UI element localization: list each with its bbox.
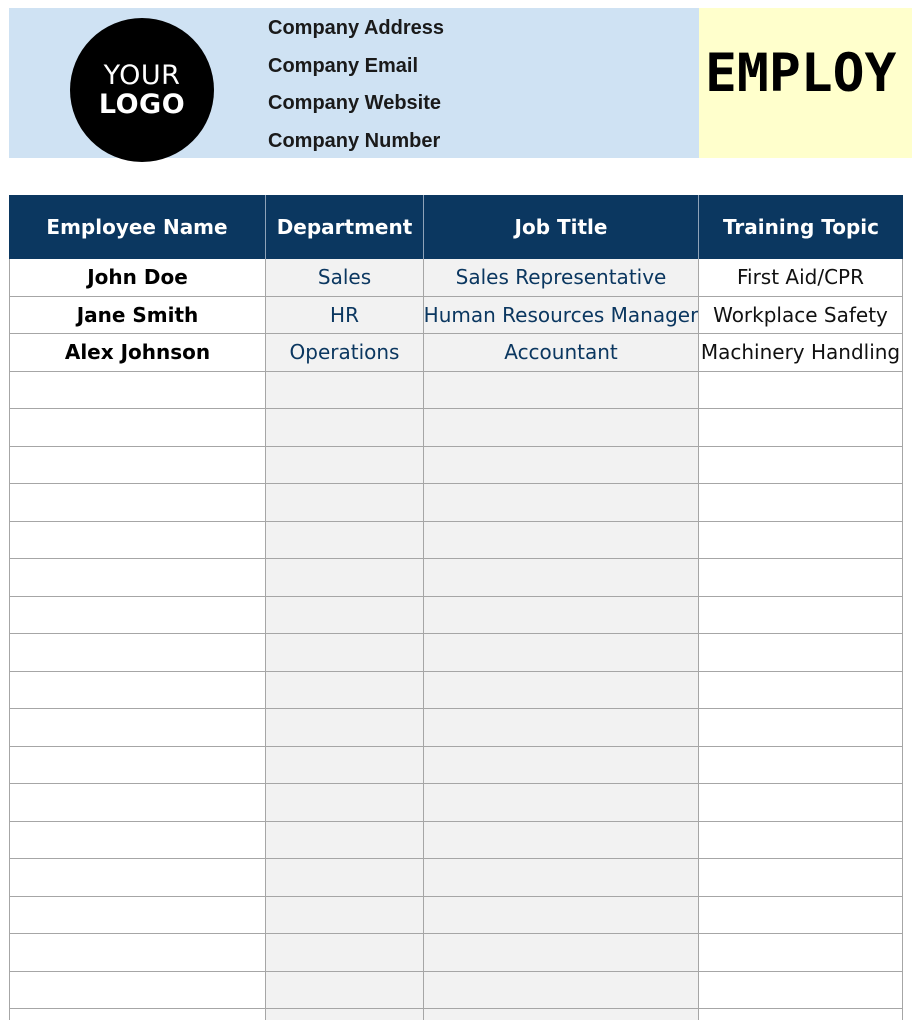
cell-department[interactable] [266,709,424,747]
cell-text-employee-name: John Doe [87,265,188,290]
company-logo [70,18,214,162]
table-row [9,859,903,897]
cell-employee-name[interactable] [9,934,266,972]
cell-text-job-title: Sales Representative [455,265,667,290]
cell-department[interactable] [266,447,424,485]
cell-training-topic[interactable] [699,897,903,935]
cell-training-topic[interactable] [699,297,903,335]
cell-job-title[interactable] [424,1009,699,1020]
cell-job-title[interactable] [424,522,699,560]
cell-employee-name[interactable] [9,747,266,785]
cell-employee-name[interactable] [9,784,266,822]
company-website[interactable]: Company Website [268,92,441,114]
company-details [268,14,688,164]
cell-department[interactable] [266,972,424,1010]
cell-department[interactable] [266,409,424,447]
cell-training-topic[interactable] [699,747,903,785]
cell-department[interactable] [266,522,424,560]
cell-training-topic[interactable] [699,409,903,447]
company-address[interactable]: Company Address [268,17,444,39]
cell-employee-name[interactable] [9,409,266,447]
company-number[interactable]: Company Number [268,129,441,152]
company-email[interactable]: Company Email [268,54,419,77]
table-row [9,897,903,935]
table-row [9,634,903,672]
cell-training-topic[interactable] [699,372,903,410]
cell-job-title[interactable] [424,859,699,897]
cell-job-title[interactable] [424,822,699,860]
cell-department[interactable] [266,597,424,635]
table-row [9,297,903,335]
cell-department[interactable] [266,334,424,372]
table-row [9,822,903,860]
cell-department[interactable] [266,859,424,897]
cell-department[interactable] [266,634,424,672]
cell-training-topic[interactable] [699,859,903,897]
document-title[interactable]: EMPLOY [705,43,897,104]
cell-text-department: Operations [289,340,400,365]
cell-text-department: Sales [317,265,372,290]
table-row [9,522,903,560]
cell-employee-name[interactable] [9,559,266,597]
table-row [9,972,903,1010]
cell-training-topic[interactable] [699,934,903,972]
table-row [9,934,903,972]
cell-training-topic[interactable] [699,672,903,710]
table-row [9,259,903,297]
cell-employee-name[interactable] [9,597,266,635]
table-row [9,672,903,710]
cell-training-topic[interactable] [699,559,903,597]
column-header-employee-name[interactable]: Employee Name [9,195,266,259]
cell-text-department: HR [330,302,359,327]
cell-department[interactable] [266,559,424,597]
cell-employee-name[interactable] [9,709,266,747]
cell-employee-name[interactable] [9,672,266,710]
cell-job-title[interactable] [424,597,699,635]
cell-training-topic[interactable] [699,447,903,485]
cell-text-employee-name: Jane Smith [76,302,199,327]
cell-job-title[interactable] [424,709,699,747]
cell-employee-name[interactable] [9,1009,266,1020]
cell-department[interactable] [266,484,424,522]
cell-text-job-title: Accountant [504,340,618,365]
cell-job-title[interactable] [424,259,699,297]
table-header-row [9,195,903,259]
cell-training-topic[interactable] [699,784,903,822]
cell-employee-name[interactable] [9,859,266,897]
cell-training-topic[interactable] [699,1009,903,1020]
cell-training-topic[interactable] [699,972,903,1010]
table-body [9,259,903,1020]
cell-job-title[interactable] [424,334,699,372]
cell-employee-name[interactable] [9,447,266,485]
cell-job-title[interactable] [424,484,699,522]
column-header-job-title[interactable]: Job Title [424,195,699,259]
cell-employee-name[interactable] [9,484,266,522]
cell-job-title[interactable] [424,934,699,972]
cell-employee-name[interactable] [9,822,266,860]
cell-job-title[interactable] [424,747,699,785]
cell-department[interactable] [266,934,424,972]
table-row [9,334,903,372]
logo-text-line1: YOUR [103,60,181,91]
table-row [9,559,903,597]
table-row [9,784,903,822]
cell-training-topic[interactable] [699,522,903,560]
cell-job-title[interactable] [424,447,699,485]
column-header-training-topic[interactable]: Training Topic [722,215,880,239]
cell-job-title[interactable] [424,634,699,672]
cell-department[interactable] [266,822,424,860]
cell-department[interactable] [266,259,424,297]
cell-job-title[interactable] [424,409,699,447]
cell-training-topic[interactable] [699,334,903,372]
cell-employee-name[interactable] [9,522,266,560]
cell-employee-name[interactable] [9,897,266,935]
cell-employee-name[interactable] [9,972,266,1010]
cell-employee-name[interactable] [9,297,266,335]
cell-text-training-topic: First Aid/CPR [736,265,865,290]
cell-job-title[interactable] [424,372,699,410]
logo-text-line2: LOGO [98,89,186,120]
cell-training-topic[interactable] [699,484,903,522]
cell-employee-name[interactable] [9,634,266,672]
cell-text-job-title: Human Resources Manager [424,302,699,327]
cell-training-topic[interactable] [699,709,903,747]
cell-job-title[interactable] [424,972,699,1010]
cell-employee-name[interactable] [9,372,266,410]
cell-employee-name[interactable] [9,334,266,372]
cell-job-title[interactable] [424,897,699,935]
cell-training-topic[interactable] [699,634,903,672]
cell-department[interactable] [266,747,424,785]
table-row [9,484,903,522]
cell-department[interactable] [266,1009,424,1020]
cell-text-training-topic: Workplace Safety [713,302,888,327]
cell-department[interactable] [266,297,424,335]
table-row [9,372,903,410]
cell-department[interactable] [266,672,424,710]
cell-text-training-topic: Machinery Handling [700,340,901,365]
cell-department[interactable] [266,372,424,410]
cell-text-employee-name: Alex Johnson [64,340,211,365]
training-table [9,195,903,1020]
table-row [9,1009,903,1020]
column-header-department[interactable]: Department [266,195,424,259]
company-info-block [9,8,699,158]
table-row [9,597,903,635]
document-header [9,8,912,158]
cell-job-title[interactable] [424,784,699,822]
cell-job-title[interactable] [424,297,699,335]
cell-employee-name[interactable] [9,259,266,297]
cell-job-title[interactable] [424,672,699,710]
table-row [9,709,903,747]
cell-job-title[interactable] [424,559,699,597]
cell-training-topic[interactable] [699,259,903,297]
table-row [9,409,903,447]
cell-department[interactable] [266,897,424,935]
cell-training-topic[interactable] [699,822,903,860]
cell-department[interactable] [266,784,424,822]
table-row [9,447,903,485]
table-row [9,747,903,785]
cell-training-topic[interactable] [699,597,903,635]
title-block [699,8,912,158]
